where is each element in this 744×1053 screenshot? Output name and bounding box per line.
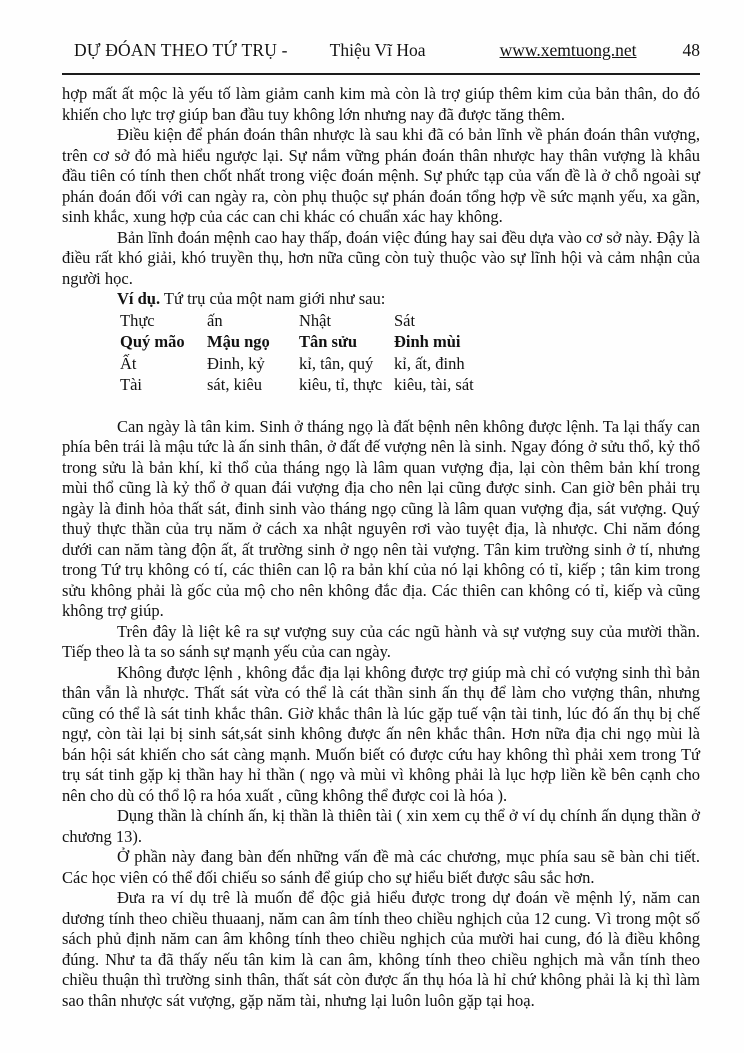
example-intro-text: Tứ trụ của một nam giới như sau: <box>160 289 386 308</box>
page-header <box>62 40 700 75</box>
table-cell: kỉ, ất, đinh <box>394 353 465 373</box>
paragraph: Can ngày là tân kim. Sinh ở tháng ngọ là đất bệnh nên không được lệnh. Ta lại thấy can phía bên trái là mậu tức là ấn sinh thân, ở đất đế vượng nên là sinh. Ngay đóng ở sửu thổ, kỷ thổ trong sửu là bản khí, kỉ thổ của tháng ngọ là lâm quan vượng địa, lại còn thêm bản khí trong mùi thổ cũng là kỷ thổ ở quan đái vượng địa cho nên lại cũng được sinh. Can giờ bên phải trụ ngày là đinh hỏa thất sát, đinh sinh vào tháng ngọ cũng là lâm quan vượng địa, sát vượng. Quý thuỷ thực thần của trụ năm ở cách xa nhật nguyên rơi vào tuyệt địa, là nhược. Chi năm đóng dưới can năm tàng độn ất, ất trường sinh ở ngọ nên tài vượng. Tân kim trường sinh ở tí, nhưng trong Tứ trụ không có tí, các thiên can lộ ra bản khí của nó lại không có tỉ, kiếp ; tân kim trong sửu không phải là gốc của mộ cho nên không đắc địa. Các thiên can không có tỉ, kiếp và cũng không trợ giúp. <box>62 416 700 620</box>
table-cell: sát, kiêu <box>207 375 262 394</box>
page-number: 48 <box>682 40 700 60</box>
table-cell: Quý mão <box>120 332 185 351</box>
table-cell: Đinh, kỷ <box>207 353 265 373</box>
table-cell: Đinh mùi <box>394 332 461 351</box>
table-cell: Tân sửu <box>299 332 358 351</box>
paragraph: Trên đây là liệt kê ra sự vượng suy của các ngũ hành và sự vượng suy của mười thần. Tiếp theo là ta so sánh sự mạnh yếu của can ngày. <box>62 621 700 661</box>
table-row-ten-gods <box>120 374 700 396</box>
paragraph-continuation: hợp mất ất mộc là yếu tố làm giảm canh kim mà còn là trợ giúp thêm kim của bản thân, do đó khiến cho lực trợ giúp ban đầu tuy không lớn nhưng nay đã được tăng thêm. <box>62 84 700 124</box>
paragraph: Không được lệnh , không đắc địa lại không được trợ giúp mà chỉ có vượng sinh thì bản thân vẫn là nhược. Thất sát vừa có thể là cát thần sinh ấn thụ để làm cho vượng thân, nhưng cũng có thể là sát tinh khắc thân. Giờ khắc thân là lúc gặp tuế vận tài tinh, lúc đó ấn thụ bị chế ngự, còn tài lại bị sinh sát,sát sinh không được ấn nên khắc thân. Hơn nữa địa chi ngọ mùi là bán hội sát khiến cho sát càng mạnh. Muốn biết có được cứu hay không thì phải xem trong Tứ trụ sát tinh gặp kị thần hay hỉ thần ( ngọ và mùi vì không phải là lục hợp liền kề bên cạnh cho nên cho dù có thổ lộ ra hóa xuất , cũng không thể được coi là hóa ). <box>62 662 700 805</box>
website-link[interactable]: www.xemtuong.net <box>499 40 637 60</box>
paragraph: Điều kiện để phán đoán thân nhược là sau khi đã có bản lĩnh về phán đoán thân vượng, trên cơ sở đó mà hiểu ngược lại. Sự nắm vững phán đoán thân nhược hay thân vượng là khâu đầu tiên có tính then chốt nhất trong việc đoán mệnh. Sự phức tạp của vấn đề là ở chỗ ngoài sự phán đoán đối với can ngày ra, còn phụ thuộc sự phán đoán tổng hợp về sức mạnh yếu, xa gần, sinh khắc, xung hợp của các can chi khác có chuẩn xác hay không. <box>62 125 700 226</box>
paragraph: Đưa ra ví dụ trê là muốn để độc giả hiểu được trong dự đoán về mệnh lý, năm can dương tính theo chiều thuaanj, năm can âm tính theo chiều nghịch của 12 cung. Vì trong một số sách phủ định năm can âm không tính theo chiều nghịch của mười hai cung, đó là điều không đúng. Như ta đã thấy nếu tân kim là can âm, không tính theo chiều nghịch mà vẫn tính theo chiều thuận thì trường sinh thân, thất sát còn được ấn thụ hóa là hỉ chứ không phải là kị thì làm sao thân nhược sát vượng, gặp năm tài, nhưng lại luôn luôn gặp tại hoạ. <box>62 888 700 1010</box>
table-cell: Ất <box>120 353 137 373</box>
table-cell: Mậu ngọ <box>207 332 270 351</box>
author-name: Thiệu Vĩ Hoa <box>329 40 426 60</box>
table-cell: Sát <box>394 310 416 330</box>
table-cell: Thực <box>120 310 155 330</box>
table-cell: Nhật <box>299 310 332 330</box>
table-cell: kỉ, tân, quý <box>299 353 374 373</box>
table-cell: ấn <box>207 310 223 330</box>
table-row-gods <box>120 310 700 332</box>
paragraph: Ở phần này đang bàn đến những vấn đề mà các chương, mục phía sau sẽ bàn chi tiết. Các học viên có thể đối chiếu so sánh để giúp cho sự hiểu biết được sâu sắc hơn. <box>62 847 700 887</box>
table-row-hidden-stems <box>120 353 700 375</box>
paragraph: Bản lĩnh đoán mệnh cao hay thấp, đoán việc đúng hay sai đều dựa vào cơ sở này. Đậy là điều rất khó giải, khó truyền thụ, hơn nữa cũng còn tuỳ thuộc vào sự lĩnh hội và cảm nhận của người học. <box>62 227 700 288</box>
example-label: Ví dụ. <box>117 289 161 308</box>
table-cell: kiêu, tài, sát <box>394 375 474 394</box>
page-body <box>62 84 700 1011</box>
four-pillars-table <box>120 310 700 396</box>
table-row-pillars <box>120 331 700 353</box>
example-intro <box>62 289 700 310</box>
table-cell: Tài <box>120 375 142 394</box>
paragraph: Dụng thần là chính ấn, kị thần là thiên tài ( xin xem cụ thể ở ví dụ chính ấn dụng thần ở chương 13). <box>62 806 700 846</box>
table-cell: kiêu, tỉ, thực <box>299 375 383 394</box>
book-title: DỰ ĐÓAN THEO TỨ TRỤ - <box>74 40 288 60</box>
